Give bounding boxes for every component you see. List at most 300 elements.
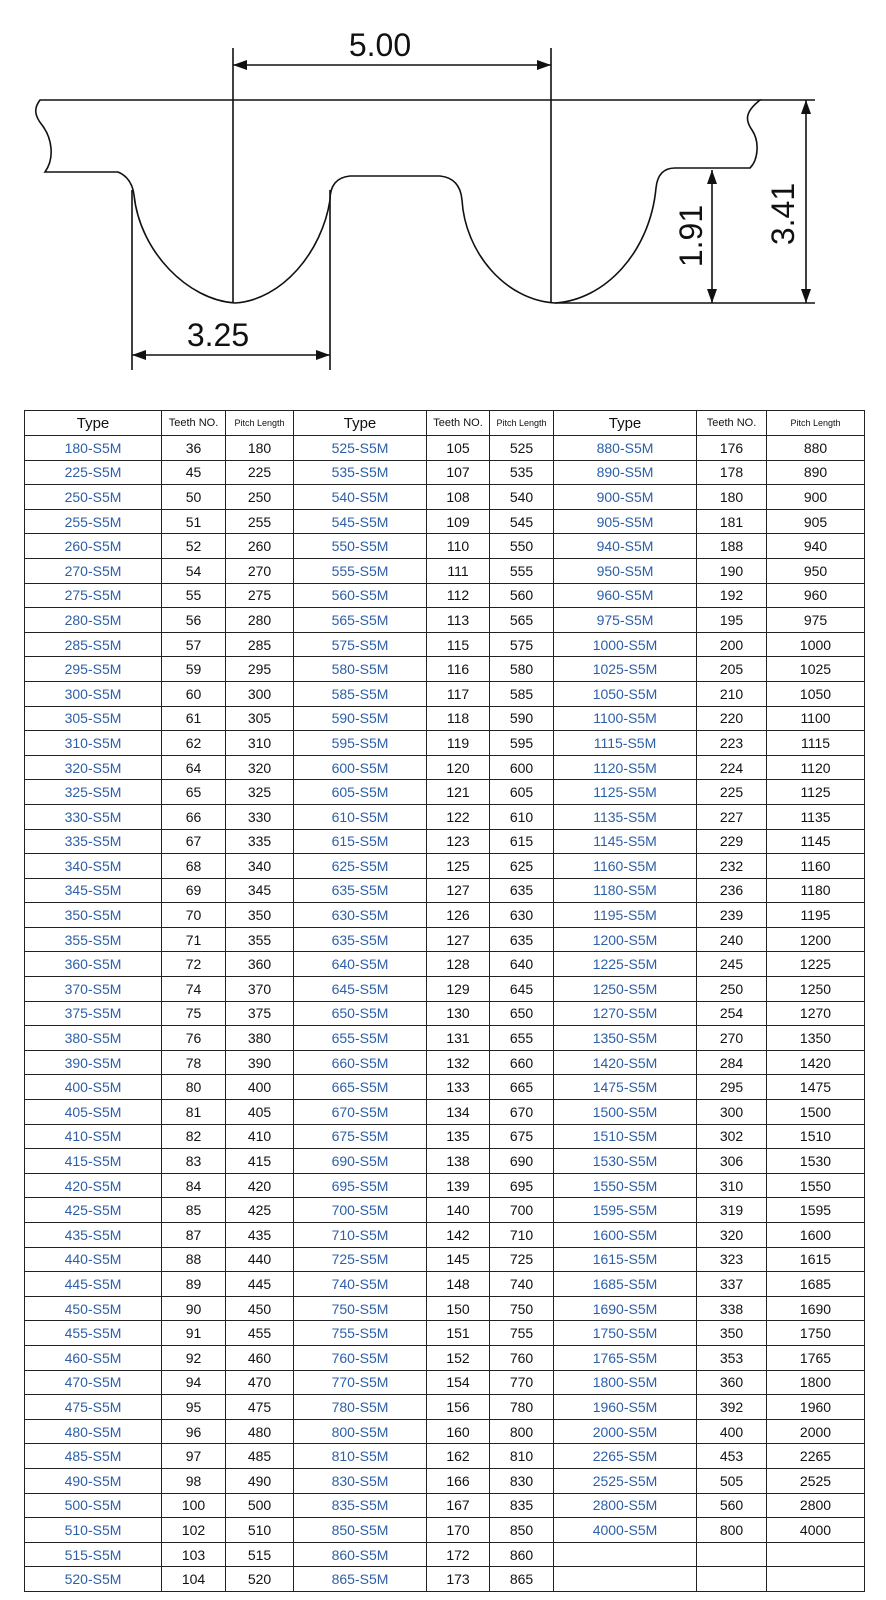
cell-type: 1765-S5M xyxy=(554,1345,697,1370)
cell-pitch-length: 320 xyxy=(226,755,294,780)
cell-teeth-no: 323 xyxy=(697,1247,767,1272)
cell-pitch-length: 180 xyxy=(226,436,294,461)
cell-teeth-no: 68 xyxy=(162,854,226,879)
table-row xyxy=(25,436,865,461)
cell-pitch-length: 2800 xyxy=(767,1493,865,1518)
cell-pitch-length: 1270 xyxy=(767,1001,865,1026)
cell-teeth-no: 54 xyxy=(162,558,226,583)
cell-teeth-no: 254 xyxy=(697,1001,767,1026)
cell-teeth-no: 36 xyxy=(162,436,226,461)
cell-pitch-length: 410 xyxy=(226,1124,294,1149)
cell-teeth-no: 200 xyxy=(697,632,767,657)
cell-pitch-length: 355 xyxy=(226,927,294,952)
cell-type: 700-S5M xyxy=(294,1198,427,1223)
table-row xyxy=(25,1272,865,1297)
cell-type: 770-S5M xyxy=(294,1370,427,1395)
cell-pitch-length: 1800 xyxy=(767,1370,865,1395)
cell-type: 760-S5M xyxy=(294,1345,427,1370)
table-row xyxy=(25,1296,865,1321)
table-row xyxy=(25,780,865,805)
cell-type: 250-S5M xyxy=(25,485,162,510)
cell-pitch-length: 700 xyxy=(490,1198,554,1223)
cell-pitch-length: 535 xyxy=(490,460,554,485)
table-row xyxy=(25,1370,865,1395)
cell-teeth-no: 195 xyxy=(697,608,767,633)
cell-type: 565-S5M xyxy=(294,608,427,633)
cell-teeth-no: 240 xyxy=(697,927,767,952)
cell-pitch-length: 375 xyxy=(226,1001,294,1026)
table-row xyxy=(25,1026,865,1051)
cell-teeth-no: 560 xyxy=(697,1493,767,1518)
table-row xyxy=(25,534,865,559)
cell-pitch-length: 300 xyxy=(226,681,294,706)
table-row xyxy=(25,731,865,756)
cell-pitch-length: 1600 xyxy=(767,1223,865,1248)
cell-type: 480-S5M xyxy=(25,1419,162,1444)
cell-type: 475-S5M xyxy=(25,1395,162,1420)
header-type: Type xyxy=(554,411,697,436)
cell-type: 4000-S5M xyxy=(554,1518,697,1543)
cell-teeth-no: 121 xyxy=(427,780,490,805)
header-type: Type xyxy=(25,411,162,436)
cell-type: 225-S5M xyxy=(25,460,162,485)
cell-teeth-no: 120 xyxy=(427,755,490,780)
cell-teeth-no: 45 xyxy=(162,460,226,485)
table-row xyxy=(25,829,865,854)
cell-teeth-no: 89 xyxy=(162,1272,226,1297)
cell-pitch-length: 1200 xyxy=(767,927,865,952)
cell-teeth-no: 81 xyxy=(162,1100,226,1125)
cell-pitch-length: 2000 xyxy=(767,1419,865,1444)
cell-pitch-length: 675 xyxy=(490,1124,554,1149)
cell-teeth-no: 142 xyxy=(427,1223,490,1248)
cell-teeth-no: 74 xyxy=(162,977,226,1002)
cell-pitch-length: 550 xyxy=(490,534,554,559)
cell-type: 355-S5M xyxy=(25,927,162,952)
cell-teeth-no: 103 xyxy=(162,1542,226,1567)
cell-pitch-length: 1690 xyxy=(767,1296,865,1321)
cell-pitch-length: 1595 xyxy=(767,1198,865,1223)
arrow-width-left xyxy=(132,350,146,360)
table-row xyxy=(25,1493,865,1518)
cell-type: 675-S5M xyxy=(294,1124,427,1149)
cell-type: 1115-S5M xyxy=(554,731,697,756)
cell-type: 600-S5M xyxy=(294,755,427,780)
table-row xyxy=(25,1419,865,1444)
table-body xyxy=(25,436,865,1592)
cell-teeth-no: 310 xyxy=(697,1173,767,1198)
cell-teeth-no: 110 xyxy=(427,534,490,559)
cell-type: 515-S5M xyxy=(25,1542,162,1567)
table-row xyxy=(25,1247,865,1272)
cell-teeth-no: 205 xyxy=(697,657,767,682)
cell-type: 380-S5M xyxy=(25,1026,162,1051)
table-row xyxy=(25,583,865,608)
cell-pitch-length: 740 xyxy=(490,1272,554,1297)
cell-teeth-no: 97 xyxy=(162,1444,226,1469)
cell-teeth-no: 302 xyxy=(697,1124,767,1149)
cell-type: 2265-S5M xyxy=(554,1444,697,1469)
cell-type: 635-S5M xyxy=(294,927,427,952)
cell-type: 780-S5M xyxy=(294,1395,427,1420)
cell-pitch-length: 380 xyxy=(226,1026,294,1051)
cell-teeth-no: 57 xyxy=(162,632,226,657)
cell-type: 975-S5M xyxy=(554,608,697,633)
belt-spec-table xyxy=(24,410,865,1592)
cell-pitch-length: 340 xyxy=(226,854,294,879)
cell-type: 580-S5M xyxy=(294,657,427,682)
cell-type: 660-S5M xyxy=(294,1050,427,1075)
cell-type: 405-S5M xyxy=(25,1100,162,1125)
cell-type: 665-S5M xyxy=(294,1075,427,1100)
cell-teeth-no: 131 xyxy=(427,1026,490,1051)
cell-type: 445-S5M xyxy=(25,1272,162,1297)
cell-type: 415-S5M xyxy=(25,1149,162,1174)
table-row xyxy=(25,1444,865,1469)
table-row xyxy=(25,903,865,928)
cell-pitch-length: 1160 xyxy=(767,854,865,879)
header-teeth-no: Teeth NO. xyxy=(697,411,767,436)
cell-teeth-no: 505 xyxy=(697,1468,767,1493)
cell-type: 1100-S5M xyxy=(554,706,697,731)
cell-type: 1270-S5M xyxy=(554,1001,697,1026)
cell-type: 960-S5M xyxy=(554,583,697,608)
cell-teeth-no: 232 xyxy=(697,854,767,879)
cell-teeth-no: 117 xyxy=(427,681,490,706)
belt-profile-outline xyxy=(36,100,760,303)
cell-teeth-no: 145 xyxy=(427,1247,490,1272)
cell-teeth-no: 250 xyxy=(697,977,767,1002)
cell-type: 470-S5M xyxy=(25,1370,162,1395)
cell-type: 360-S5M xyxy=(25,952,162,977)
cell-pitch-length xyxy=(767,1567,865,1592)
cell-type: 350-S5M xyxy=(25,903,162,928)
cell-teeth-no: 71 xyxy=(162,927,226,952)
cell-pitch-length: 445 xyxy=(226,1272,294,1297)
cell-teeth-no: 88 xyxy=(162,1247,226,1272)
table-row xyxy=(25,854,865,879)
cell-type: 640-S5M xyxy=(294,952,427,977)
cell-pitch-length: 225 xyxy=(226,460,294,485)
cell-type: 850-S5M xyxy=(294,1518,427,1543)
header-type: Type xyxy=(294,411,427,436)
cell-type: 390-S5M xyxy=(25,1050,162,1075)
cell-type: 725-S5M xyxy=(294,1247,427,1272)
cell-teeth-no: 82 xyxy=(162,1124,226,1149)
cell-teeth-no: 225 xyxy=(697,780,767,805)
cell-pitch-length: 890 xyxy=(767,460,865,485)
cell-pitch-length: 425 xyxy=(226,1198,294,1223)
cell-pitch-length: 335 xyxy=(226,829,294,854)
header-teeth-no: Teeth NO. xyxy=(427,411,490,436)
cell-teeth-no: 64 xyxy=(162,755,226,780)
cell-type: 905-S5M xyxy=(554,509,697,534)
cell-pitch-length: 655 xyxy=(490,1026,554,1051)
cell-teeth-no: 108 xyxy=(427,485,490,510)
cell-pitch-length: 1100 xyxy=(767,706,865,731)
header-pitch-length: Pitch Length xyxy=(226,411,294,436)
cell-type: 1250-S5M xyxy=(554,977,697,1002)
cell-teeth-no: 192 xyxy=(697,583,767,608)
cell-type: 1225-S5M xyxy=(554,952,697,977)
cell-teeth-no: 94 xyxy=(162,1370,226,1395)
cell-pitch-length: 305 xyxy=(226,706,294,731)
cell-pitch-length: 750 xyxy=(490,1296,554,1321)
cell-teeth-no: 98 xyxy=(162,1468,226,1493)
cell-teeth-no: 72 xyxy=(162,952,226,977)
cell-pitch-length: 600 xyxy=(490,755,554,780)
table-row xyxy=(25,1468,865,1493)
table-row xyxy=(25,1124,865,1149)
table-row xyxy=(25,657,865,682)
cell-pitch-length: 1765 xyxy=(767,1345,865,1370)
cell-type: 2000-S5M xyxy=(554,1419,697,1444)
table-row xyxy=(25,485,865,510)
cell-teeth-no: 66 xyxy=(162,804,226,829)
cell-pitch-length: 780 xyxy=(490,1395,554,1420)
cell-type: 1690-S5M xyxy=(554,1296,697,1321)
cell-pitch-length: 830 xyxy=(490,1468,554,1493)
cell-pitch-length: 435 xyxy=(226,1223,294,1248)
cell-teeth-no: 65 xyxy=(162,780,226,805)
cell-teeth-no: 239 xyxy=(697,903,767,928)
cell-pitch-length: 975 xyxy=(767,608,865,633)
table-row xyxy=(25,1345,865,1370)
cell-pitch-length: 660 xyxy=(490,1050,554,1075)
cell-type: 880-S5M xyxy=(554,436,697,461)
cell-pitch-length: 260 xyxy=(226,534,294,559)
cell-pitch-length: 310 xyxy=(226,731,294,756)
cell-pitch-length: 900 xyxy=(767,485,865,510)
cell-teeth-no: 224 xyxy=(697,755,767,780)
cell-teeth-no: 109 xyxy=(427,509,490,534)
cell-pitch-length: 490 xyxy=(226,1468,294,1493)
table-row xyxy=(25,1542,865,1567)
cell-pitch-length: 500 xyxy=(226,1493,294,1518)
cell-pitch-length: 555 xyxy=(490,558,554,583)
cell-type: 280-S5M xyxy=(25,608,162,633)
cell-pitch-length: 2265 xyxy=(767,1444,865,1469)
cell-pitch-length: 280 xyxy=(226,608,294,633)
cell-type: 305-S5M xyxy=(25,706,162,731)
cell-teeth-no: 223 xyxy=(697,731,767,756)
cell-pitch-length: 450 xyxy=(226,1296,294,1321)
cell-type: 1600-S5M xyxy=(554,1223,697,1248)
cell-teeth-no: 319 xyxy=(697,1198,767,1223)
cell-type: 1050-S5M xyxy=(554,681,697,706)
arrow-total-height-top xyxy=(801,100,811,114)
cell-pitch-length: 325 xyxy=(226,780,294,805)
cell-type: 1530-S5M xyxy=(554,1149,697,1174)
cell-type: 1595-S5M xyxy=(554,1198,697,1223)
cell-pitch-length: 420 xyxy=(226,1173,294,1198)
table-row xyxy=(25,1050,865,1075)
cell-pitch-length: 865 xyxy=(490,1567,554,1592)
cell-pitch-length: 480 xyxy=(226,1419,294,1444)
cell-teeth-no: 138 xyxy=(427,1149,490,1174)
table-row xyxy=(25,1567,865,1592)
cell-teeth-no: 220 xyxy=(697,706,767,731)
arrow-tooth-height-top xyxy=(707,170,717,184)
cell-type: 340-S5M xyxy=(25,854,162,879)
cell-teeth-no: 170 xyxy=(427,1518,490,1543)
cell-type: 690-S5M xyxy=(294,1149,427,1174)
cell-pitch-length: 520 xyxy=(226,1567,294,1592)
cell-pitch-length: 345 xyxy=(226,878,294,903)
header-pitch-length: Pitch Length xyxy=(490,411,554,436)
cell-pitch-length: 470 xyxy=(226,1370,294,1395)
cell-teeth-no: 60 xyxy=(162,681,226,706)
cell-pitch-length: 415 xyxy=(226,1149,294,1174)
cell-pitch-length: 370 xyxy=(226,977,294,1002)
cell-teeth-no: 178 xyxy=(697,460,767,485)
cell-teeth-no: 102 xyxy=(162,1518,226,1543)
cell-teeth-no: 180 xyxy=(697,485,767,510)
cell-type: 485-S5M xyxy=(25,1444,162,1469)
cell-pitch-length: 1195 xyxy=(767,903,865,928)
cell-type: 275-S5M xyxy=(25,583,162,608)
cell-teeth-no: 134 xyxy=(427,1100,490,1125)
cell-teeth-no: 176 xyxy=(697,436,767,461)
cell-type: 1420-S5M xyxy=(554,1050,697,1075)
cell-type: 1145-S5M xyxy=(554,829,697,854)
cell-pitch-length: 645 xyxy=(490,977,554,1002)
table-row xyxy=(25,1223,865,1248)
cell-type: 510-S5M xyxy=(25,1518,162,1543)
cell-type: 1000-S5M xyxy=(554,632,697,657)
table-row xyxy=(25,952,865,977)
cell-pitch-length: 760 xyxy=(490,1345,554,1370)
dimension-label-pitch: 5.00 xyxy=(348,27,412,63)
cell-type: 590-S5M xyxy=(294,706,427,731)
cell-type: 1750-S5M xyxy=(554,1321,697,1346)
cell-pitch-length: 625 xyxy=(490,854,554,879)
header-pitch-length: Pitch Length xyxy=(767,411,865,436)
cell-pitch-length: 540 xyxy=(490,485,554,510)
cell-pitch-length: 1050 xyxy=(767,681,865,706)
cell-type: 1615-S5M xyxy=(554,1247,697,1272)
cell-teeth-no: 129 xyxy=(427,977,490,1002)
cell-type: 1510-S5M xyxy=(554,1124,697,1149)
cell-type: 425-S5M xyxy=(25,1198,162,1223)
cell-type: 1135-S5M xyxy=(554,804,697,829)
cell-teeth-no: 83 xyxy=(162,1149,226,1174)
cell-pitch-length: 590 xyxy=(490,706,554,731)
cell-type: 285-S5M xyxy=(25,632,162,657)
cell-type: 560-S5M xyxy=(294,583,427,608)
cell-type: 335-S5M xyxy=(25,829,162,854)
cell-pitch-length: 400 xyxy=(226,1075,294,1100)
cell-type: 940-S5M xyxy=(554,534,697,559)
cell-teeth-no: 100 xyxy=(162,1493,226,1518)
dimension-label-tooth-width: 3.25 xyxy=(186,317,250,353)
cell-type: 545-S5M xyxy=(294,509,427,534)
cell-type: 635-S5M xyxy=(294,878,427,903)
cell-teeth-no: 320 xyxy=(697,1223,767,1248)
cell-type: 310-S5M xyxy=(25,731,162,756)
cell-teeth-no: 133 xyxy=(427,1075,490,1100)
cell-pitch-length: 960 xyxy=(767,583,865,608)
table-row xyxy=(25,706,865,731)
cell-pitch-length: 635 xyxy=(490,878,554,903)
cell-teeth-no: 52 xyxy=(162,534,226,559)
cell-teeth-no: 119 xyxy=(427,731,490,756)
cell-pitch-length: 635 xyxy=(490,927,554,952)
table-row xyxy=(25,681,865,706)
table-row xyxy=(25,632,865,657)
cell-pitch-length: 1025 xyxy=(767,657,865,682)
table-row xyxy=(25,460,865,485)
cell-pitch-length: 275 xyxy=(226,583,294,608)
cell-type: 325-S5M xyxy=(25,780,162,805)
cell-teeth-no: 125 xyxy=(427,854,490,879)
cell-pitch-length: 255 xyxy=(226,509,294,534)
cell-pitch-length: 1475 xyxy=(767,1075,865,1100)
cell-type: 435-S5M xyxy=(25,1223,162,1248)
cell-type: 255-S5M xyxy=(25,509,162,534)
cell-pitch-length: 695 xyxy=(490,1173,554,1198)
cell-teeth-no: 104 xyxy=(162,1567,226,1592)
cell-pitch-length: 1500 xyxy=(767,1100,865,1125)
cell-teeth-no: 105 xyxy=(427,436,490,461)
cell-teeth-no: 115 xyxy=(427,632,490,657)
cell-pitch-length: 1750 xyxy=(767,1321,865,1346)
cell-teeth-no: 229 xyxy=(697,829,767,854)
cell-pitch-length: 1125 xyxy=(767,780,865,805)
cell-type: 1550-S5M xyxy=(554,1173,697,1198)
cell-pitch-length: 605 xyxy=(490,780,554,805)
cell-pitch-length: 1250 xyxy=(767,977,865,1002)
cell-teeth-no: 51 xyxy=(162,509,226,534)
cell-pitch-length: 770 xyxy=(490,1370,554,1395)
cell-teeth-no: 156 xyxy=(427,1395,490,1420)
cell-pitch-length: 475 xyxy=(226,1395,294,1420)
cell-type: 1195-S5M xyxy=(554,903,697,928)
cell-pitch-length: 905 xyxy=(767,509,865,534)
cell-type: 605-S5M xyxy=(294,780,427,805)
belt-tooth-profile-diagram xyxy=(0,0,886,400)
cell-teeth-no: 130 xyxy=(427,1001,490,1026)
cell-teeth-no: 70 xyxy=(162,903,226,928)
cell-type: 645-S5M xyxy=(294,977,427,1002)
cell-type: 750-S5M xyxy=(294,1296,427,1321)
cell-teeth-no xyxy=(697,1567,767,1592)
cell-type: 520-S5M xyxy=(25,1567,162,1592)
cell-pitch-length: 595 xyxy=(490,731,554,756)
cell-type: 535-S5M xyxy=(294,460,427,485)
cell-teeth-no: 210 xyxy=(697,681,767,706)
cell-teeth-no: 295 xyxy=(697,1075,767,1100)
cell-pitch-length: 860 xyxy=(490,1542,554,1567)
cell-pitch-length: 1225 xyxy=(767,952,865,977)
cell-teeth-no: 107 xyxy=(427,460,490,485)
table-header-row xyxy=(25,411,865,436)
table-row xyxy=(25,804,865,829)
cell-pitch-length: 670 xyxy=(490,1100,554,1125)
cell-pitch-length: 1145 xyxy=(767,829,865,854)
cell-type: 650-S5M xyxy=(294,1001,427,1026)
arrow-tooth-height-bottom xyxy=(707,289,717,303)
cell-type: 740-S5M xyxy=(294,1272,427,1297)
cell-teeth-no: 84 xyxy=(162,1173,226,1198)
cell-teeth-no: 154 xyxy=(427,1370,490,1395)
cell-type: 270-S5M xyxy=(25,558,162,583)
cell-teeth-no: 306 xyxy=(697,1149,767,1174)
cell-pitch-length: 880 xyxy=(767,436,865,461)
cell-type: 655-S5M xyxy=(294,1026,427,1051)
cell-pitch-length: 565 xyxy=(490,608,554,633)
cell-teeth-no: 172 xyxy=(427,1542,490,1567)
